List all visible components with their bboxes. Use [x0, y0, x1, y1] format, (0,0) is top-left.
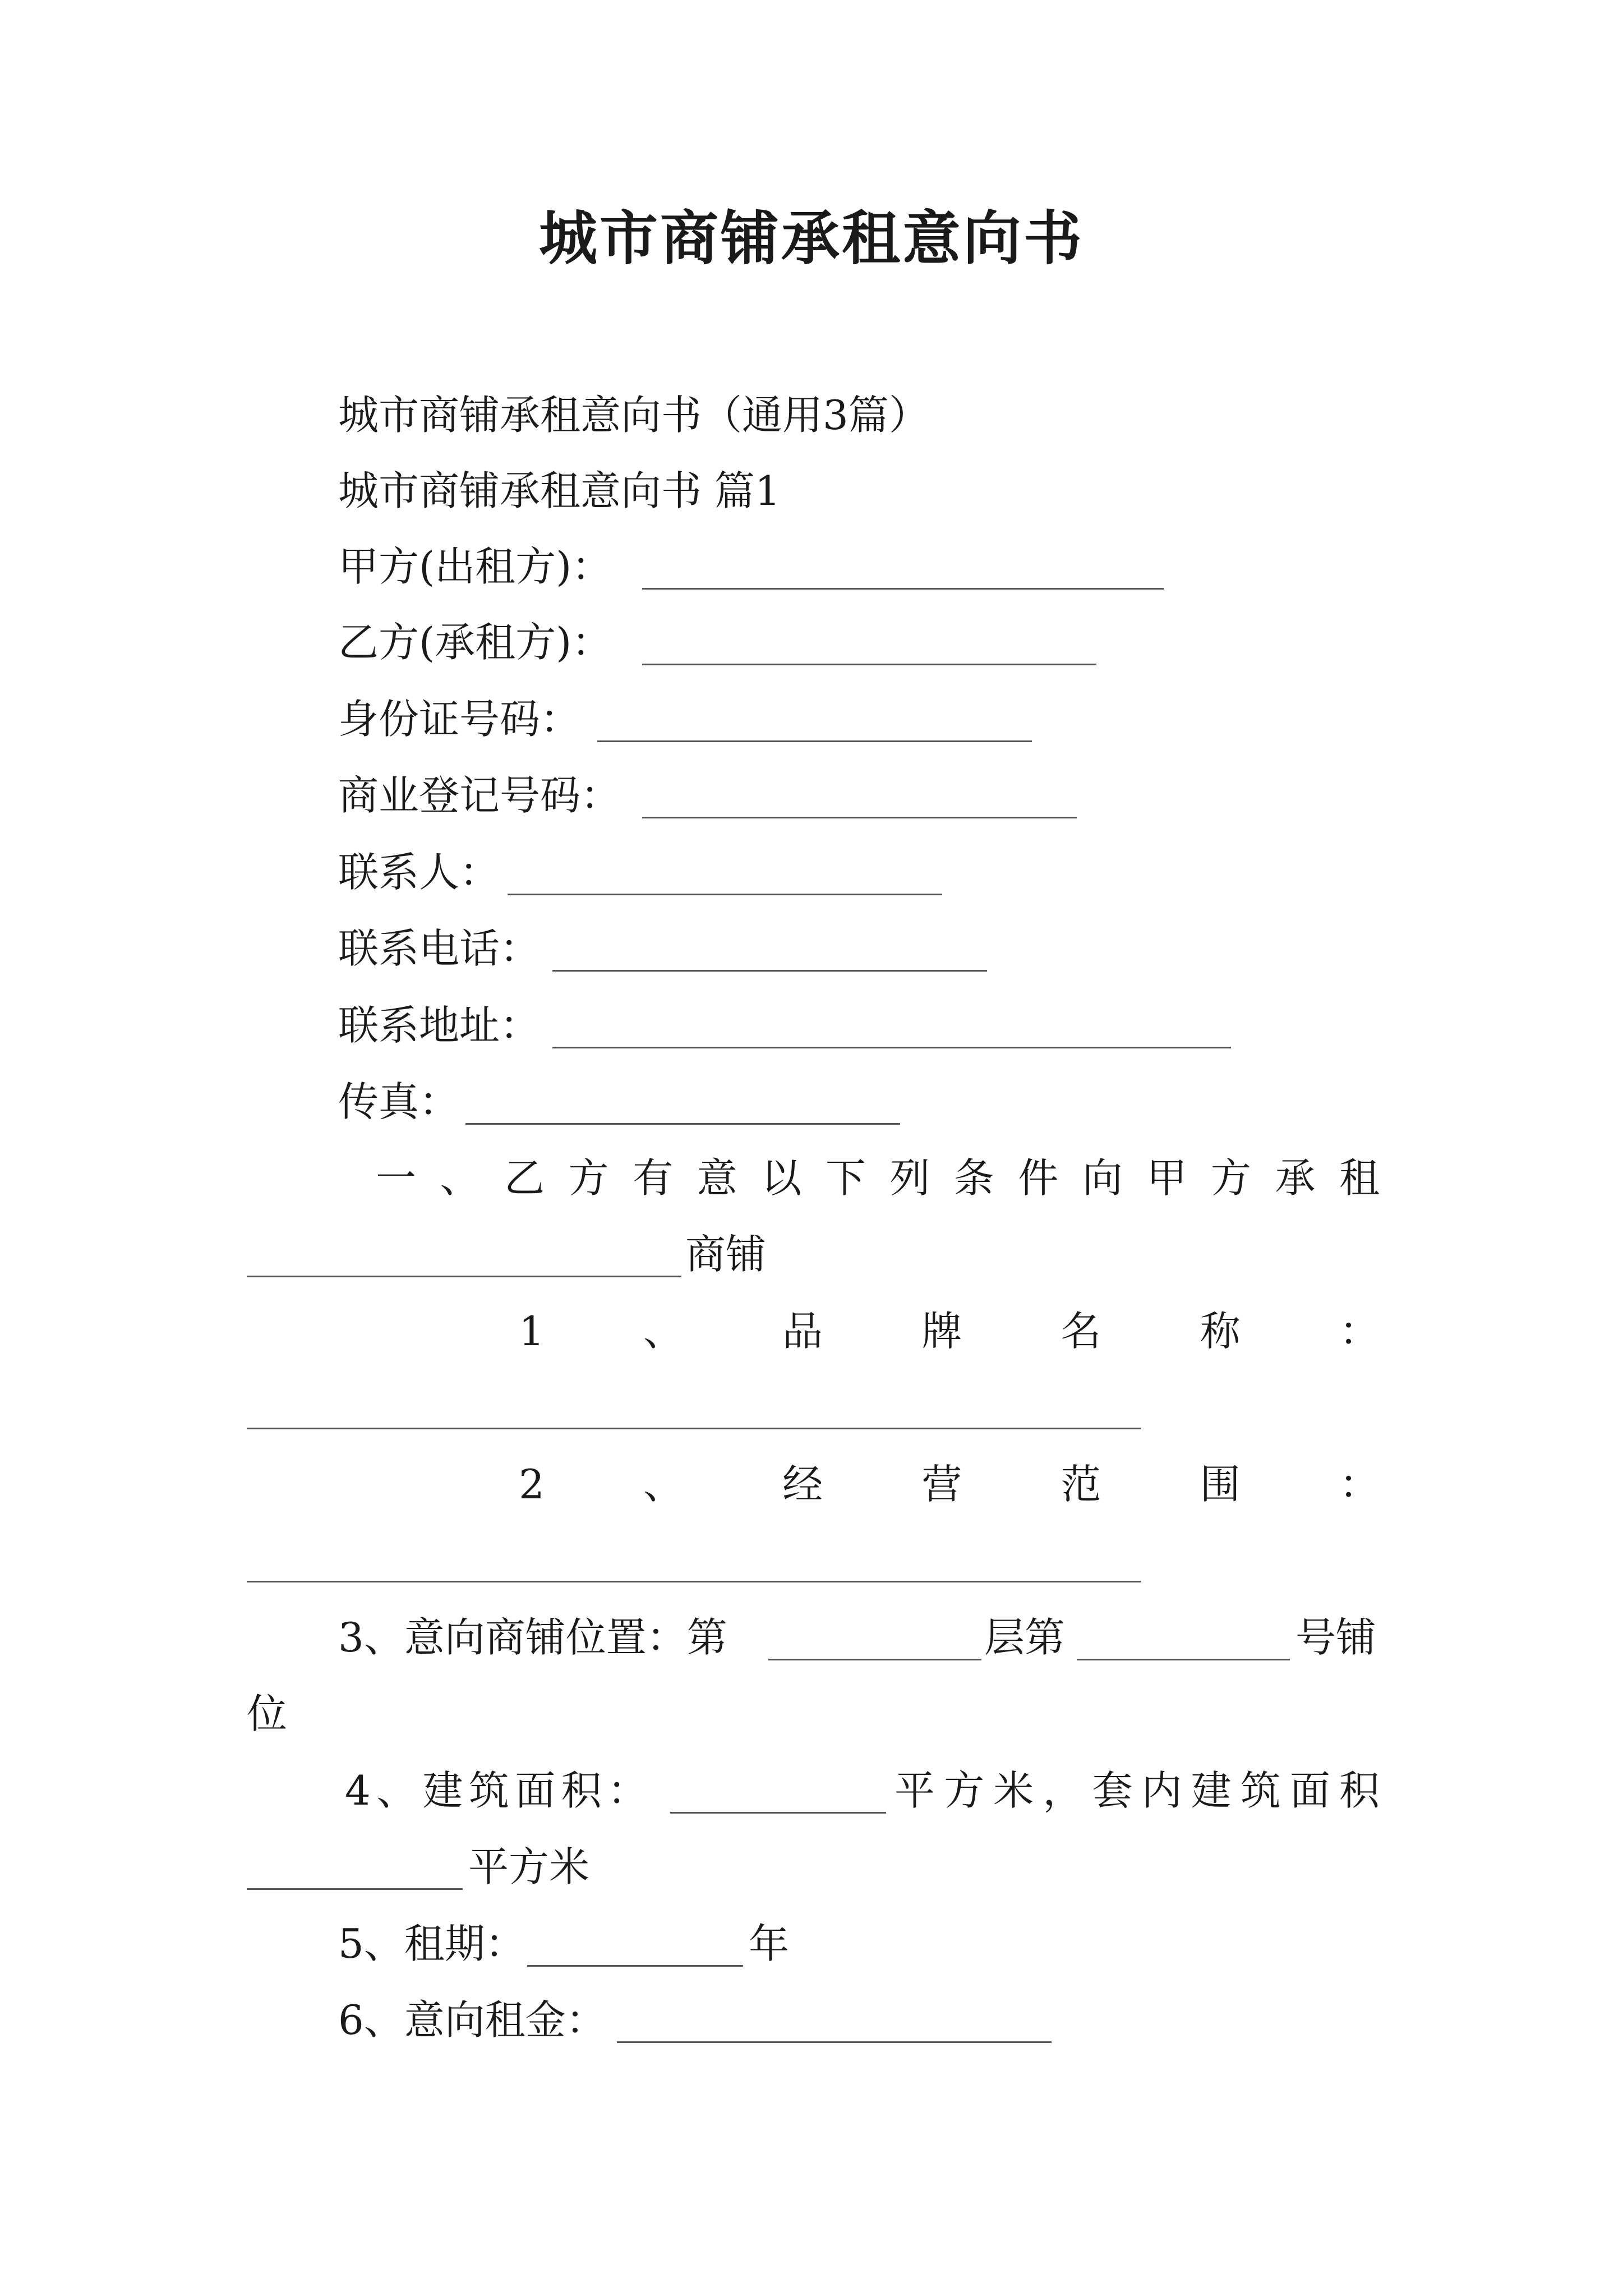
item3-wrap: 位	[247, 1690, 288, 1737]
inner-area-blank[interactable]	[247, 1888, 463, 1890]
item2-line	[519, 1456, 1380, 1512]
clause-one-line	[376, 1150, 1380, 1206]
item1-char: 名	[1061, 1308, 1101, 1355]
item4-char: 方	[944, 1767, 985, 1814]
lessee-blank[interactable]	[642, 664, 1096, 665]
document-title: 城市商铺承租意向书	[538, 204, 1084, 273]
item4-char: 建	[422, 1767, 463, 1814]
section-heading: 城市商铺承租意向书 篇1	[338, 467, 781, 514]
item2-char: 2	[519, 1461, 545, 1508]
clause-char: 、	[440, 1154, 481, 1202]
item4-char: 积	[561, 1767, 602, 1814]
item3-suffix: 号铺	[1295, 1614, 1377, 1661]
clause-char: 以	[761, 1154, 802, 1202]
fax-label: 传真：	[338, 1078, 460, 1125]
item4-char: 、	[376, 1767, 417, 1814]
lessor-blank[interactable]	[642, 588, 1164, 590]
business-scope-blank[interactable]	[247, 1581, 1141, 1582]
contact-address-label: 联系地址：	[338, 1002, 541, 1049]
item1-char: 称	[1200, 1308, 1241, 1355]
item4-char: 建	[1191, 1767, 1232, 1814]
item4-char: 筑	[468, 1767, 509, 1814]
lessor-label: 甲方(出租方)：	[338, 543, 612, 590]
item1-char: ：	[1339, 1308, 1380, 1355]
contact-person-blank[interactable]	[508, 894, 942, 895]
item4-line-start	[345, 1763, 648, 1819]
item1-char: 1	[519, 1308, 545, 1355]
item2-char: 范	[1061, 1461, 1101, 1508]
fax-blank[interactable]	[465, 1123, 900, 1125]
item6-prefix: 6、意向租金：	[338, 1996, 606, 2044]
item2-char: 经	[782, 1461, 823, 1508]
clause-char: 乙	[504, 1154, 545, 1202]
item1-line	[519, 1303, 1380, 1359]
item1-char: 牌	[921, 1308, 962, 1355]
clause-char: 方	[568, 1154, 609, 1202]
brand-name-blank[interactable]	[247, 1428, 1141, 1429]
item4-char: 内	[1141, 1767, 1182, 1814]
clause-char: 意	[697, 1154, 737, 1202]
clause-char: 列	[889, 1154, 930, 1202]
item3-prefix: 3、意向商铺位置：第	[338, 1614, 727, 1661]
item4-char: 平	[895, 1767, 935, 1814]
clause-char: 有	[633, 1154, 674, 1202]
item2-char: 、	[643, 1461, 684, 1508]
id-number-label: 身份证号码：	[338, 696, 581, 743]
item4-char: 套	[1092, 1767, 1133, 1814]
shop-number-blank[interactable]	[1077, 1659, 1290, 1660]
item4-char: 面	[1289, 1767, 1330, 1814]
item5-prefix: 5、租期：	[338, 1920, 525, 1967]
item4-char: ，	[1043, 1767, 1083, 1814]
contact-address-blank[interactable]	[552, 1047, 1231, 1048]
item1-char: 品	[782, 1308, 823, 1355]
rent-blank[interactable]	[617, 2041, 1052, 2043]
id-number-blank[interactable]	[597, 740, 1032, 742]
clause-char: 承	[1275, 1154, 1316, 1202]
lessee-label: 乙方(承租方)：	[338, 619, 612, 666]
item4-wrap: 平方米	[468, 1843, 590, 1890]
clause-char: 条	[953, 1154, 994, 1202]
item1-char: 、	[643, 1308, 684, 1355]
clause-char: 一	[376, 1154, 417, 1202]
item2-char: 营	[921, 1461, 962, 1508]
contact-person-label: 联系人：	[338, 849, 500, 896]
clause-char: 件	[1018, 1154, 1059, 1202]
clause-char: 方	[1210, 1154, 1251, 1202]
item4-line-end	[895, 1763, 1380, 1819]
business-reg-blank[interactable]	[642, 817, 1077, 818]
document-subtitle: 城市商铺承租意向书（通用3篇）	[338, 392, 929, 439]
lease-term-blank[interactable]	[527, 1965, 743, 1967]
item4-char: 面	[515, 1767, 556, 1814]
contact-phone-blank[interactable]	[552, 970, 987, 972]
item4-char: ：	[607, 1767, 648, 1814]
item4-char: 4	[345, 1767, 371, 1814]
clause-char: 下	[825, 1154, 866, 1202]
item4-char: 积	[1339, 1767, 1380, 1814]
contact-phone-label: 联系电话：	[338, 925, 541, 972]
clause-one-tail: 商铺	[685, 1231, 767, 1278]
floor-blank[interactable]	[768, 1659, 981, 1660]
item4-char: 米	[993, 1767, 1034, 1814]
clause-char: 向	[1082, 1154, 1123, 1202]
item3-mid: 层第	[984, 1614, 1066, 1661]
clause-char: 租	[1339, 1154, 1380, 1202]
item5-suffix: 年	[749, 1920, 790, 1967]
clause-char: 甲	[1146, 1154, 1187, 1202]
item2-char: ：	[1339, 1461, 1380, 1508]
business-reg-label: 商业登记号码：	[338, 772, 621, 819]
shop-blank[interactable]	[247, 1276, 681, 1277]
building-area-blank[interactable]	[670, 1812, 886, 1814]
item4-char: 筑	[1240, 1767, 1281, 1814]
item2-char: 围	[1200, 1461, 1241, 1508]
